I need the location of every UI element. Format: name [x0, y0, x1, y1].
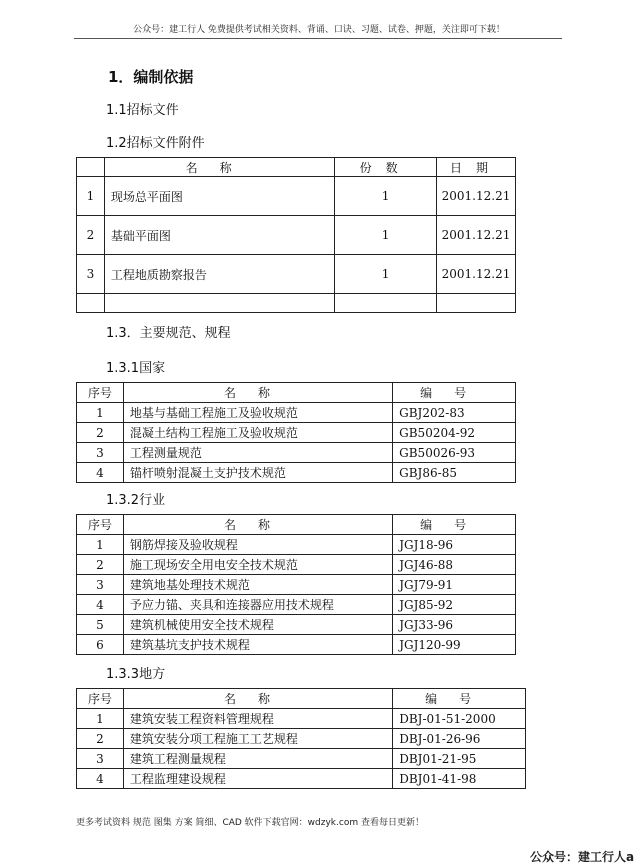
header-cell-date: 日期 — [436, 158, 515, 177]
table-row — [77, 443, 516, 463]
row-name: 予应力锚、夹具和连接器应用技术规程 — [123, 595, 392, 615]
table-row — [77, 575, 516, 595]
row-number: 1 — [77, 177, 105, 216]
header-cell-code: 编号 — [393, 689, 526, 709]
row-name: 建筑地基处理技术规范 — [123, 575, 392, 595]
row-code: DBJ01-41-98 — [393, 769, 526, 789]
header-cell-seq: 序号 — [77, 515, 124, 535]
header-cell — [77, 158, 105, 177]
row-date: 2001.12.21 — [436, 255, 515, 294]
row-name: 施工现场安全用电安全技术规范 — [123, 555, 392, 575]
section-heading-1-3-3: 1.3.3地方 — [106, 667, 166, 682]
table-header-row — [77, 383, 516, 403]
section-heading-1-1: 1.1招标文件 — [106, 103, 179, 118]
table-row — [77, 255, 516, 294]
row-name: 建筑安装工程资料管理规程 — [123, 709, 392, 729]
table-row — [77, 403, 516, 423]
row-name: 建筑工程测量规程 — [123, 749, 392, 769]
row-number: 1 — [77, 403, 124, 423]
table-row — [77, 463, 516, 483]
row-code: GB50026-93 — [393, 443, 516, 463]
row-name: 工程地质勘察报告 — [104, 255, 334, 294]
row-name: 工程测量规范 — [123, 443, 392, 463]
section-heading-1-3-1: 1.3.1国家 — [106, 361, 166, 376]
row-code: GBJ202-83 — [393, 403, 516, 423]
table-header-row — [77, 515, 516, 535]
table-header-row — [77, 158, 516, 177]
row-number: 4 — [77, 769, 124, 789]
header-cell-seq: 序号 — [77, 383, 124, 403]
table-row — [77, 709, 526, 729]
row-number: 5 — [77, 615, 124, 635]
row-name: 地基与基础工程施工及验收规范 — [123, 403, 392, 423]
table-row — [77, 555, 516, 575]
section-heading-1-3-2: 1.3.2行业 — [106, 493, 166, 508]
header-cell-copies: 份数 — [335, 158, 437, 177]
row-copies: 1 — [335, 177, 437, 216]
row-name: 钢筋焊接及验收规程 — [123, 535, 392, 555]
header-cell-name: 名称 — [123, 383, 392, 403]
row-code: DBJ-01-26-96 — [393, 729, 526, 749]
row-name: 现场总平面图 — [104, 177, 334, 216]
row-name: 建筑安装分项工程施工工艺规程 — [123, 729, 392, 749]
header-notice: 公众号：建工行人 免费提供考试相关资料、背诵、口诀、习题、试卷、押题，关注即可下载！ — [133, 25, 505, 35]
row-number: 2 — [77, 555, 124, 575]
row-code: JGJ33-96 — [393, 615, 516, 635]
table-row — [77, 729, 526, 749]
table-row — [77, 216, 516, 255]
header-cell-name: 名称 — [123, 689, 392, 709]
header-cell-code: 编号 — [393, 383, 516, 403]
header-cell-name: 名称 — [123, 515, 392, 535]
row-name: 建筑机械使用安全技术规程 — [123, 615, 392, 635]
table-row — [77, 749, 526, 769]
national-standards-table — [76, 382, 516, 483]
row-number: 6 — [77, 635, 124, 655]
row-number: 3 — [77, 575, 124, 595]
table-row — [77, 423, 516, 443]
table-row — [77, 535, 516, 555]
row-name: 建筑基坑支护技术规程 — [123, 635, 392, 655]
row-date: 2001.12.21 — [436, 177, 515, 216]
row-number: 2 — [77, 423, 124, 443]
footer-notice: 更多考试资料 规范 图集 方案 简细、CAD 软件下载官网：wdzyk.com 查看每日更新！ — [76, 818, 424, 828]
row-code: JGJ120-99 — [393, 635, 516, 655]
table-row — [77, 769, 526, 789]
row-code: GBJ86-85 — [393, 463, 516, 483]
row-code: JGJ85-92 — [393, 595, 516, 615]
table-row — [77, 177, 516, 216]
row-code: DBJ01-21-95 — [393, 749, 526, 769]
row-number: 2 — [77, 216, 105, 255]
row-number: 4 — [77, 595, 124, 615]
section-heading-1-3: 1.3．主要规范、规程 — [106, 326, 231, 341]
row-code: GB50204-92 — [393, 423, 516, 443]
row-name: 混凝土结构工程施工及验收规范 — [123, 423, 392, 443]
row-number: 1 — [77, 709, 124, 729]
table-row — [77, 615, 516, 635]
row-name: 工程监理建设规程 — [123, 769, 392, 789]
row-code: JGJ79-91 — [393, 575, 516, 595]
row-name: 基础平面图 — [104, 216, 334, 255]
row-number: 4 — [77, 463, 124, 483]
row-number: 3 — [77, 749, 124, 769]
row-date: 2001.12.21 — [436, 216, 515, 255]
attachments-table — [76, 157, 516, 313]
row-number: 2 — [77, 729, 124, 749]
header-rule — [74, 38, 562, 39]
industry-standards-table — [76, 514, 516, 655]
row-name: 锚杆喷射混凝土支护技术规范 — [123, 463, 392, 483]
corner-watermark: 公众号：建工行人a — [530, 850, 635, 864]
row-number: 1 — [77, 535, 124, 555]
section-heading-1-2: 1.2招标文件附件 — [106, 136, 205, 151]
row-code: DBJ-01-51-2000 — [393, 709, 526, 729]
table-row-empty — [77, 294, 516, 313]
section-heading-1: 1．编制依据 — [108, 68, 194, 86]
row-number: 3 — [77, 255, 105, 294]
row-number: 3 — [77, 443, 124, 463]
table-row — [77, 595, 516, 615]
header-cell-code: 编号 — [393, 515, 516, 535]
local-standards-table — [76, 688, 526, 789]
row-code: JGJ46-88 — [393, 555, 516, 575]
row-copies: 1 — [335, 255, 437, 294]
header-cell-name: 名称 — [104, 158, 334, 177]
row-code: JGJ18-96 — [393, 535, 516, 555]
header-cell-seq: 序号 — [77, 689, 124, 709]
table-row — [77, 635, 516, 655]
table-header-row — [77, 689, 526, 709]
row-copies: 1 — [335, 216, 437, 255]
